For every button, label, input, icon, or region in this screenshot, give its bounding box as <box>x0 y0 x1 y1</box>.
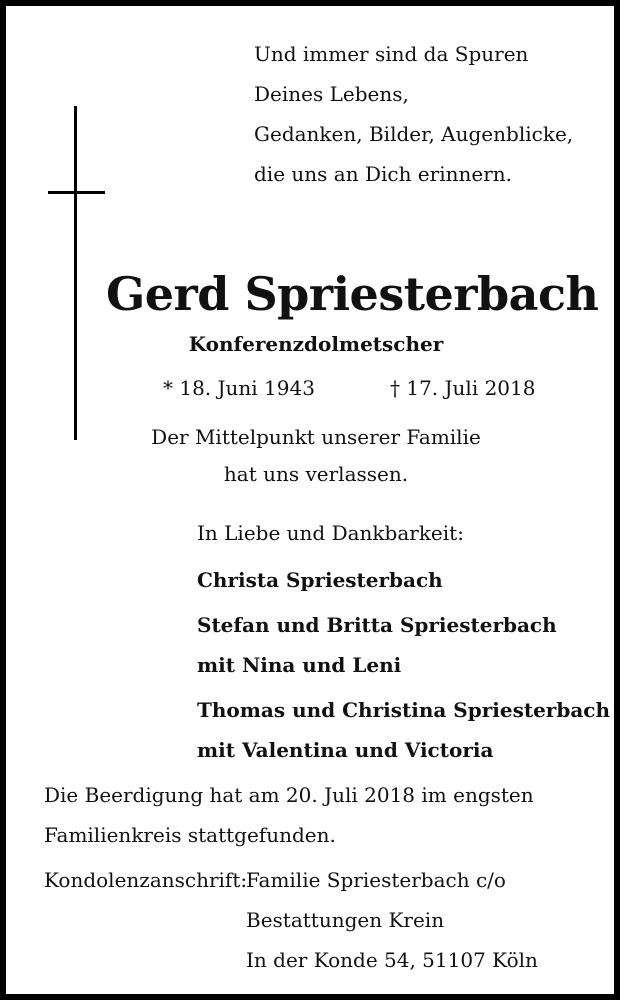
deceased-name: Gerd Spriesterbach <box>106 267 599 321</box>
poem-line-4: die uns an Dich erinnern. <box>254 162 512 186</box>
cross-icon-horizontal <box>48 191 105 194</box>
funeral-line-1: Die Beerdigung hat am 20. Juli 2018 im engsten <box>44 783 534 807</box>
condolence-label: Kondolenzanschrift: <box>44 868 248 892</box>
funeral-line-2: Familienkreis stattgefunden. <box>44 823 336 847</box>
condolence-address-1: Familie Spriesterbach c/o <box>246 868 506 892</box>
birth-date: * 18. Juni 1943 <box>163 376 315 400</box>
condolence-address-3: In der Konde 54, 51107 Köln <box>246 948 538 972</box>
mourners-intro: In Liebe und Dankbarkeit: <box>197 521 464 545</box>
mourner-name: mit Valentina und Victoria <box>197 738 494 762</box>
message-line-2: hat uns verlassen. <box>223 462 409 486</box>
poem-line-1: Und immer sind da Spuren <box>254 42 529 66</box>
poem-line-2: Deines Lebens, <box>254 82 409 106</box>
condolence-address-2: Bestattungen Krein <box>246 908 445 932</box>
death-date: † 17. Juli 2018 <box>390 376 536 400</box>
message-line-1: Der Mittelpunkt unserer Familie <box>151 425 481 449</box>
cross-icon-vertical <box>74 106 77 440</box>
mourner-name: mit Nina und Leni <box>197 653 402 677</box>
mourner-name: Stefan und Britta Spriesterbach <box>197 613 557 637</box>
mourner-name: Thomas und Christina Spriesterbach <box>197 698 610 722</box>
deceased-profession: Konferenzdolmetscher <box>188 332 444 356</box>
poem-line-3: Gedanken, Bilder, Augenblicke, <box>254 122 574 146</box>
mourner-name: Christa Spriesterbach <box>197 568 443 592</box>
